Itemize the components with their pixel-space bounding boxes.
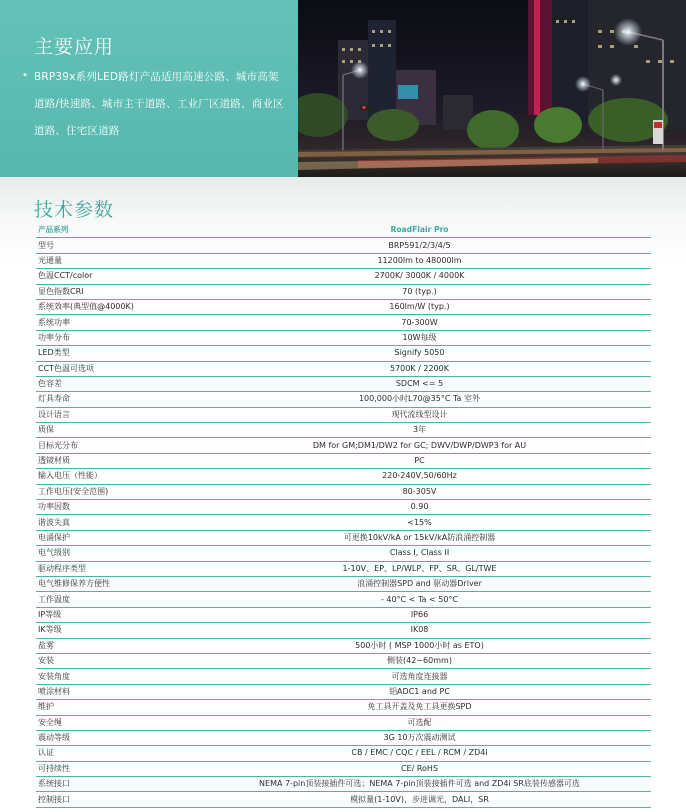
spec-label: 输入电压（性能） [36,469,188,484]
spec-row [36,684,651,699]
spec-value: 80-305V [188,484,651,499]
spec-label: 电气维修保养方便性 [36,576,188,591]
spec-value: <15% [188,515,651,530]
spec-label: IP等级 [36,607,188,622]
spec-label: CCT色温可选项 [36,361,188,376]
spec-row [36,438,651,453]
header-value: RoadFlair Pro [188,223,651,238]
spec-row [36,761,651,776]
spec-label: 色温CCT/color [36,269,188,284]
spec-row [36,392,651,407]
spec-row [36,346,651,361]
spec-value: Signify 5050 [188,346,651,361]
spec-row [36,330,651,345]
spec-row [36,669,651,684]
spec-label: LED类型 [36,346,188,361]
spec-value: PC [188,453,651,468]
spec-row [36,561,651,576]
spec-row [36,777,651,792]
spec-value: 70-300W [188,315,651,330]
spec-label: 谐波失真 [36,515,188,530]
spec-row [36,607,651,622]
spec-value: 可选配 [188,715,651,730]
spec-label: 系统接口 [36,777,188,792]
spec-label: 功率因数 [36,500,188,515]
spec-row [36,638,651,653]
spec-label: 驱动程序类型 [36,561,188,576]
spec-label: 灯具寿命 [36,392,188,407]
spec-label: 电气级别 [36,546,188,561]
spec-label: IK等级 [36,623,188,638]
spec-row [36,623,651,638]
spec-label: 电涌保护 [36,530,188,545]
applications-panel [0,0,298,177]
spec-value: 11200lm to 48000lm [188,253,651,268]
spec-label: 喷涂材料 [36,684,188,699]
spec-value: 500小时 ( MSP 1000小时 as ETO) [188,638,651,653]
spec-row [36,715,651,730]
spec-row [36,315,651,330]
spec-value: - 40°C < Ta < 50°C [188,592,651,607]
spec-row [36,269,651,284]
spec-value: NEMA 7-pin顶装接插件可选；NEMA 7-pin顶装接插件可选 and ZD4i SR底装传感器可选 [188,777,651,792]
spec-row [36,284,651,299]
spec-value: 70 (typ.) [188,284,651,299]
spec-row [36,299,651,314]
spec-row [36,423,651,438]
spec-label: 光通量 [36,253,188,268]
spec-label: 安装 [36,653,188,668]
spec-value: 100,000小时L70@35°C Ta 室外 [188,392,651,407]
spec-row [36,746,651,761]
spec-value: 可更换10kV/kA or 15kV/kA防浪涌控制器 [188,530,651,545]
hero-banner [0,0,686,177]
bullet-icon: • [22,70,28,81]
spec-value: IP66 [188,607,651,622]
spec-label: 安全绳 [36,715,188,730]
spec-value: 3G 10万次震动测试 [188,730,651,745]
spec-value: 160lm/W (typ.) [188,299,651,314]
spec-label: 工作电压(安全范围) [36,484,188,499]
spec-row [36,407,651,422]
spec-row [36,376,651,391]
spec-row [36,576,651,591]
spec-row [36,500,651,515]
spec-label: 盐雾 [36,638,188,653]
applications-text: BRP39x系列LED路灯产品适用高速公路、城市高架道路/快速路、城市主干道路、工业厂区道路、商业区道路、住宅区道路 [34,71,284,137]
spec-value: 免工具开盖及免工具更换SPD [188,700,651,715]
spec-label: 安装角度 [36,669,188,684]
spec-value: 3年 [188,423,651,438]
spec-label: 认证 [36,746,188,761]
spec-row [36,361,651,376]
spec-value: SDCM <= 5 [188,376,651,391]
spec-value: DM for GM;DM1/DW2 for GC; DWV/DWP/DWP3 for AU [188,438,651,453]
spec-label: 型号 [36,238,188,253]
spec-value: 1-10V、EP、LP/WLP、FP、SR、GL/TWE [188,561,651,576]
spec-label: 设计语言 [36,407,188,422]
specs-title: 技术参数 [34,199,115,221]
spec-value: 模拟量(1-10V)，步进调光，DALI，SR [188,792,651,807]
spec-label: 色容差 [36,376,188,391]
spec-label: 显色指数CRI [36,284,188,299]
night-street-photo [298,0,686,177]
spec-value: 铝ADC1 and PC [188,684,651,699]
spec-label: 质保 [36,423,188,438]
spec-row [36,515,651,530]
spec-label: 维护 [36,700,188,715]
spec-label: 工作温度 [36,592,188,607]
spec-label: 透镜材质 [36,453,188,468]
spec-row [36,453,651,468]
spec-row [36,253,651,268]
spec-label: 控制接口 [36,792,188,807]
header-label: 产品系列 [36,223,188,238]
spec-value: 5700K / 2200K [188,361,651,376]
spec-label: 目标光分布 [36,438,188,453]
specs-table [36,223,651,808]
spec-value: 0.90 [188,500,651,515]
spec-row [36,592,651,607]
specs-header-row [36,223,651,238]
spec-row [36,546,651,561]
spec-value: CB / EMC / CQC / EEL / RCM / ZD4i [188,746,651,761]
spec-value: 可选角度连接器 [188,669,651,684]
spec-row [36,484,651,499]
spec-row [36,530,651,545]
spec-label: 系统效率(典型值@4000K) [36,299,188,314]
spec-row [36,238,651,253]
spec-row [36,700,651,715]
spec-value: IK08 [188,623,651,638]
spec-value: Class I, Class II [188,546,651,561]
spec-value: CE/ RoHS [188,761,651,776]
spec-value: 浪涌控制器SPD and 驱动器Driver [188,576,651,591]
spec-row [36,792,651,807]
spec-value: 侧装(42~60mm) [188,653,651,668]
spec-value: 2700K/ 3000K / 4000K [188,269,651,284]
applications-title: 主要应用 [34,36,115,58]
spec-row [36,469,651,484]
spec-row [36,730,651,745]
spec-label: 系统功率 [36,315,188,330]
spec-label: 震动等级 [36,730,188,745]
spec-value: 现代流线型设计 [188,407,651,422]
spec-label: 功率分布 [36,330,188,345]
spec-value: BRP591/2/3/4/5 [188,238,651,253]
spec-value: 220-240V,50/60Hz [188,469,651,484]
spec-row [36,653,651,668]
spec-value: 10W每级 [188,330,651,345]
spec-label: 可持续性 [36,761,188,776]
